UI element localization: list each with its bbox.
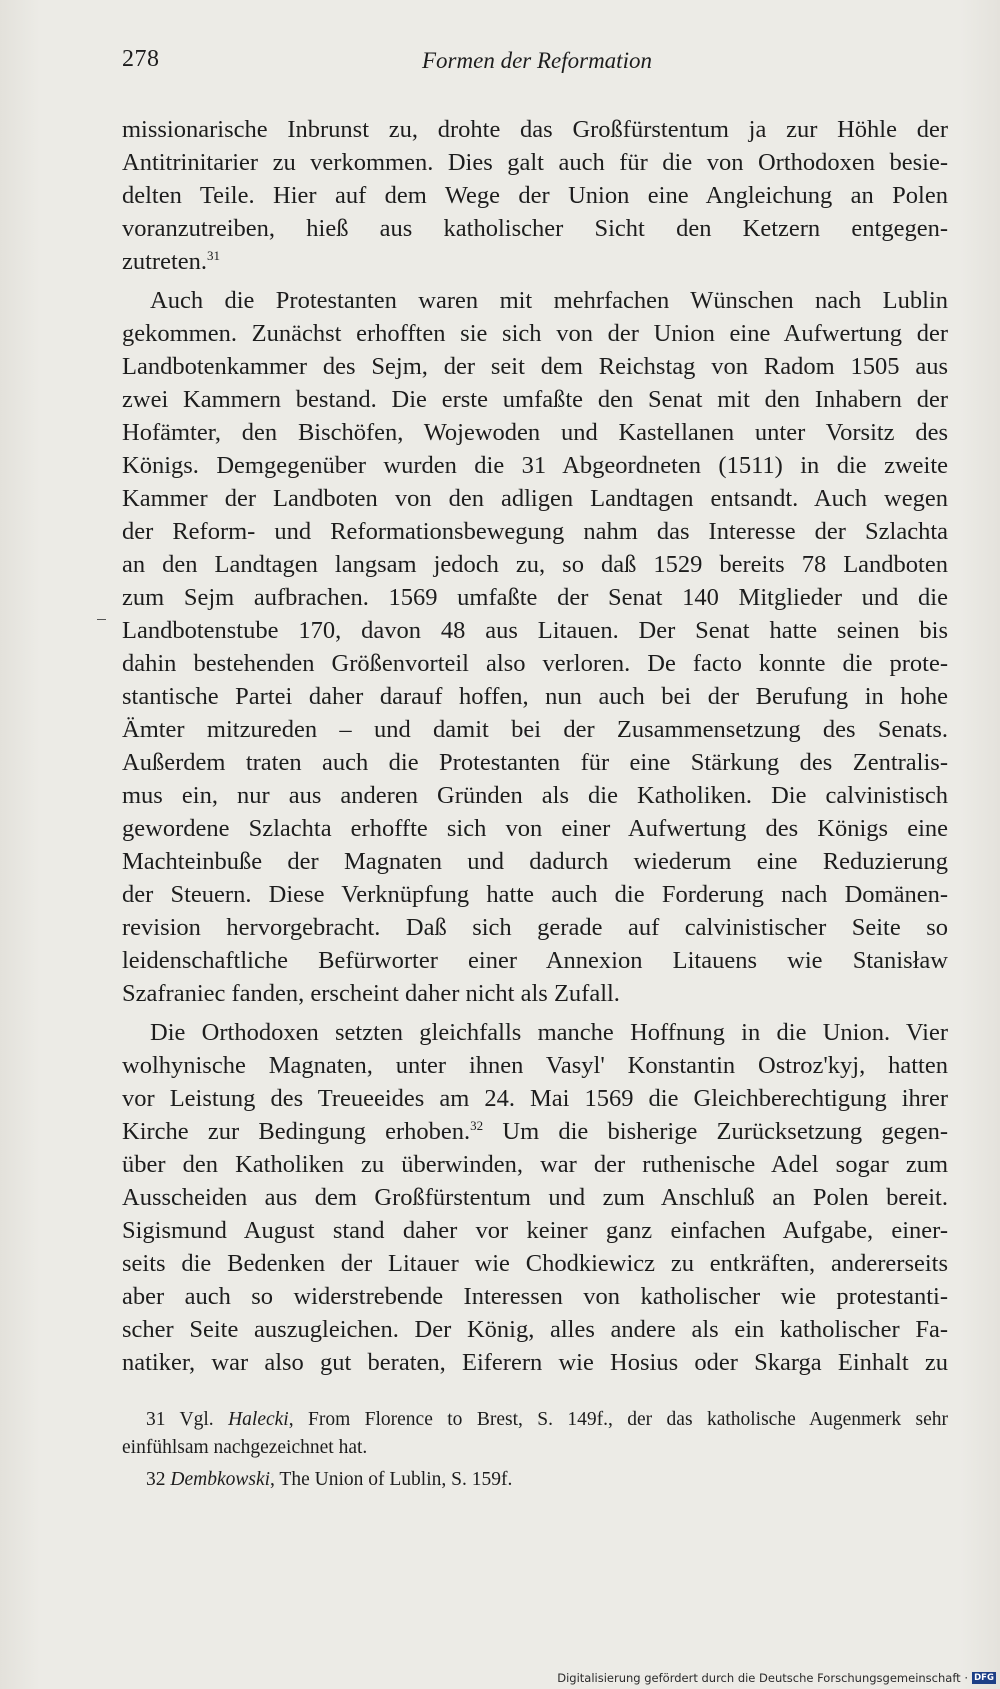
text-line: Die Orthodoxen setzten gleichfalls manche Hoffnung in die Union. Vier [150,1019,948,1046]
text-line: zum Sejm aufbrachen. 1569 umfaßte der Senat 140 Mitglieder und die [122,584,948,611]
footnote-number: 31 [146,1409,166,1430]
text-line: Ausscheiden aus dem Großfürstentum und zum Anschluß an Polen bereit. [122,1184,948,1211]
footnote-author: Dembkowski [170,1469,271,1490]
digitization-credit [557,1669,996,1687]
text-line: Königs. Demgegenüber wurden die 31 Abgeordneten (1511) in die zweite [122,452,948,479]
text-fragment: Kirche zur Bedingung erhoben. [122,1118,471,1145]
text-line: über den Katholiken zu überwinden, war der ruthenische Adel sogar zum [122,1151,948,1178]
text-line: der Steuern. Diese Verknüpfung hatte auch die Forderung nach Domänen- [122,881,948,908]
text-line: Außerdem traten auch die Protestanten für eine Stärkung des Zentralis- [122,749,948,776]
text-line [122,1115,948,1148]
text-line: an den Landtagen langsam jedoch zu, so daß 1529 bereits 78 Landboten [122,551,948,578]
text-line: stantische Partei daher darauf hoffen, nun auch bei der Berufung in hohe [122,683,948,710]
text-line: zwei Kammern bestand. Die erste umfaßte den Senat mit den Inhabern der [122,386,948,413]
text-line: Machteinbuße der Magnaten und dadurch wiederum eine Reduzierung [122,848,948,875]
text-line: gekommen. Zunächst erhofften sie sich von der Union eine Aufwertung der [122,320,948,347]
footnote-text: , The Union of Lublin, S. 159f. [270,1469,513,1490]
footnote-text: , From Florence to Brest, S. 149f., der das katholische Augenmerk sehr [288,1409,949,1430]
footnote-ref-32[interactable]: 32 [470,1118,484,1133]
footnote-ref-31[interactable]: 31 [207,248,221,263]
footnote-author: Halecki [228,1409,289,1430]
credit-text: Digitalisierung gefördert durch die Deutsche Forschungsgemeinschaft · [557,1671,968,1685]
text-line: Hofämter, den Bischöfen, Wojewoden und Kastellanen unter Vorsitz des [122,419,948,446]
text-line: Ämter mitzureden – und damit bei der Zusammensetzung des Senats. [122,716,948,743]
text-line: mus ein, nur aus anderen Gründen als die Katholiken. Die calvinistisch [122,782,948,809]
text-line: revision hervorgebracht. Daß sich gerade auf calvinistischer Seite so [122,914,948,941]
text-line: leidenschaftliche Befürworter einer Annexion Litauens wie Stanisław [122,947,948,974]
text-line: gewordene Szlachta erhoffte sich von einer Aufwertung des Königs eine [122,815,948,842]
text-line: Kammer der Landboten von den adligen Landtagen entsandt. Auch wegen [122,485,948,512]
dfg-logo-icon: DFG [972,1672,996,1684]
text-fragment: Um die bisherige Zurücksetzung gegen- [483,1118,949,1145]
text-line: Auch die Protestanten waren mit mehrfachen Wünschen nach Lublin [150,287,948,314]
text-line: Sigismund August stand daher vor keiner ganz einfachen Aufgabe, einer- [122,1217,948,1244]
text-line: Landbotenkammer des Sejm, der seit dem Reichstag von Radom 1505 aus [122,353,948,380]
text-line: missionarische Inbrunst zu, drohte das Großfürstentum ja zur Höhle der [122,116,948,143]
text-line: vor Leistung des Treueeides am 24. Mai 1569 die Gleichberechtigung ihrer [122,1085,948,1112]
text-line: scher Seite auszugleichen. Der König, alles andere als ein katholischer Fa- [122,1316,948,1343]
page-header [122,46,948,86]
page-number: 278 [122,46,160,72]
footnote-31-continued: einfühlsam nachgezeichnet hat. [122,1437,368,1458]
text-line: der Reform- und Reformationsbewegung nahm das Interesse der Szlachta [122,518,948,545]
footnote-31 [122,1406,948,1434]
text-line: Landbotenstube 170, davon 48 aus Litauen. Der Senat hatte seinen bis [122,617,948,644]
footnote-32 [122,1466,948,1494]
text-line: wolhynische Magnaten, unter ihnen Vasyl' Konstantin Ostroz'kyj, hatten [122,1052,948,1079]
text-line: voranzutreiben, hieß aus katholischer Sicht den Ketzern entgegen- [122,215,948,242]
footnote-number: 32 [146,1469,166,1490]
text-line: seits die Bedenken der Litauer wie Chodkiewicz zu entkräften, andererseits [122,1250,948,1277]
text-line: Antitrinitarier zu verkommen. Dies galt auch für die von Orthodoxen besie- [122,149,948,176]
footnotes [122,1406,948,1494]
running-title: Formen der Reformation [422,48,652,73]
text-line: natiker, war also gut beraten, Eiferern wie Hosius oder Skarga Einhalt zu [122,1349,948,1376]
text-fragment: zutreten. [122,248,208,275]
margin-mark [97,619,106,620]
body-text [122,113,948,1379]
text-line: Szafraniec fanden, erscheint daher nicht als Zufall. [122,980,620,1007]
text-line: aber auch so widerstrebende Interessen von katholischer wie protestanti- [122,1283,948,1310]
text-line: delten Teile. Hier auf dem Wege der Union eine Angleichung an Polen [122,182,948,209]
text-line: dahin bestehenden Größenvorteil also verloren. De facto konnte die prote- [122,650,948,677]
text-line [122,245,948,278]
footnote-prefix: Vgl. [179,1409,229,1430]
